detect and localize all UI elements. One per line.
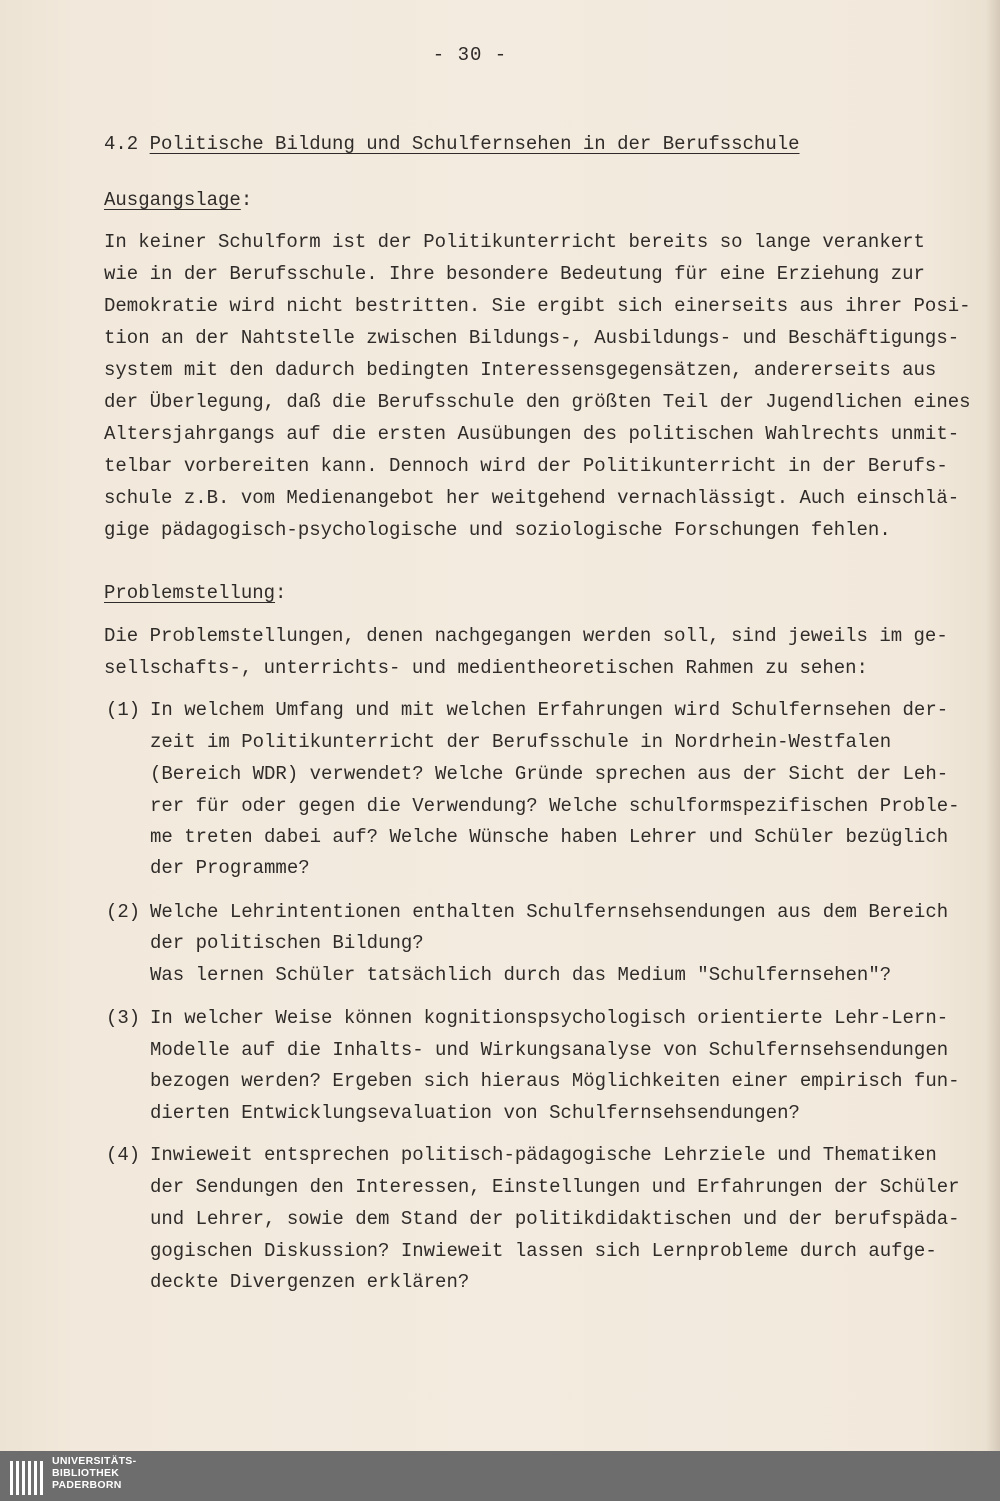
item-line: In welchem Umfang und mit welchen Erfahrungen wird Schulfernsehen der- [150, 699, 949, 721]
item-line: Welche Lehrintentionen enthalten Schulfernsehsendungen aus dem Bereich [150, 901, 949, 923]
library-footer-bar [0, 1451, 1000, 1501]
problemstellung-label: Problemstellung: [104, 582, 287, 604]
item-line: dierten Entwicklungsevaluation von Schulfernsehsendungen? [150, 1102, 800, 1124]
intro-line: Die Problemstellungen, denen nachgegangen werden soll, sind jeweils im ge- [104, 625, 948, 647]
ausgangslage-label: Ausgangslage: [104, 189, 253, 211]
item-number: (2) [106, 901, 141, 923]
paragraph-line: wie in der Berufsschule. Ihre besondere Bedeutung für eine Erziehung zur [104, 263, 925, 285]
item-line: deckte Divergenzen erklären? [150, 1271, 470, 1293]
problemstellung-label-text: Problemstellung [104, 582, 276, 604]
item-line: gogischen Diskussion? Inwieweit lassen sich Lernprobleme durch aufge- [150, 1240, 937, 1262]
item-number: (1) [106, 699, 141, 721]
library-name [52, 1455, 136, 1491]
item-line: rer für oder gegen die Verwendung? Welche schulformspezifischen Proble- [150, 795, 960, 817]
item-line: bezogen werden? Ergeben sich hieraus Möglichkeiten einer empirisch fun- [150, 1070, 960, 1092]
library-columns-icon [8, 1457, 48, 1497]
section-title: Politische Bildung und Schulfernsehen in der Berufsschule [149, 133, 800, 155]
paragraph-line: der Überlegung, daß die Berufsschule den größten Teil der Jugendlichen eines [104, 391, 971, 413]
section-number: 4.2 [104, 133, 139, 155]
paragraph-line: schule z.B. vom Medienangebot her weitgehend vernachlässigt. Auch einschlä- [104, 487, 960, 509]
item-line: (Bereich WDR) verwendet? Welche Gründe sprechen aus der Sicht der Leh- [150, 763, 949, 785]
ausgangslage-label-text: Ausgangslage [104, 189, 241, 211]
library-name-line: PADERBORN [52, 1479, 122, 1491]
item-line: zeit im Politikunterricht der Berufsschule in Nordrhein-Westfalen [150, 731, 892, 753]
item-number: (4) [106, 1144, 141, 1166]
page-edge-shadow [986, 0, 1000, 1451]
item-line: me treten dabei auf? Welche Wünsche haben Lehrer und Schüler bezüglich [150, 826, 949, 848]
item-line: der Programme? [150, 857, 310, 879]
page-number: - 30 - [432, 44, 508, 66]
intro-line: sellschafts-, unterrichts- und medientheoretischen Rahmen zu sehen: [104, 657, 868, 679]
paragraph-line: tion an der Nahtstelle zwischen Bildungs-, Ausbildungs- und Beschäftigungs- [104, 327, 960, 349]
item-line: und Lehrer, sowie dem Stand der politikdidaktischen und der berufspäda- [150, 1208, 960, 1230]
paragraph-line: system mit den dadurch bedingten Interessensgegensätzen, andererseits aus [104, 359, 937, 381]
item-line: Modelle auf die Inhalts- und Wirkungsanalyse von Schulfernsehsendungen [150, 1039, 949, 1061]
paragraph-line: Altersjahrgangs auf die ersten Ausübungen des politischen Wahlrechts unmit- [104, 423, 960, 445]
paragraph-line: In keiner Schulform ist der Politikunterricht bereits so lange verankert [104, 231, 925, 253]
item-line: der politischen Bildung? [150, 932, 424, 954]
paragraph-line: telbar vorbereiten kann. Dennoch wird der Politikunterricht in der Berufs- [104, 455, 948, 477]
paragraph-line: gige pädagogisch-psychologische und soziologische Forschungen fehlen. [104, 519, 891, 541]
paragraph-line: Demokratie wird nicht bestritten. Sie ergibt sich einerseits aus ihrer Posi- [104, 295, 971, 317]
item-line: Was lernen Schüler tatsächlich durch das Medium "Schulfernsehen"? [150, 964, 892, 986]
item-line: Inwieweit entsprechen politisch-pädagogische Lehrziele und Thematiken [150, 1144, 937, 1166]
section-heading [104, 133, 800, 155]
item-line: der Sendungen den Interessen, Einstellungen und Erfahrungen der Schüler [150, 1176, 960, 1198]
item-number: (3) [106, 1007, 141, 1029]
item-line: In welcher Weise können kognitionspsychologisch orientierte Lehr-Lern- [150, 1007, 949, 1029]
library-name-line: BIBLIOTHEK [52, 1467, 120, 1479]
library-name-line: UNIVERSITÄTS- [52, 1455, 137, 1467]
